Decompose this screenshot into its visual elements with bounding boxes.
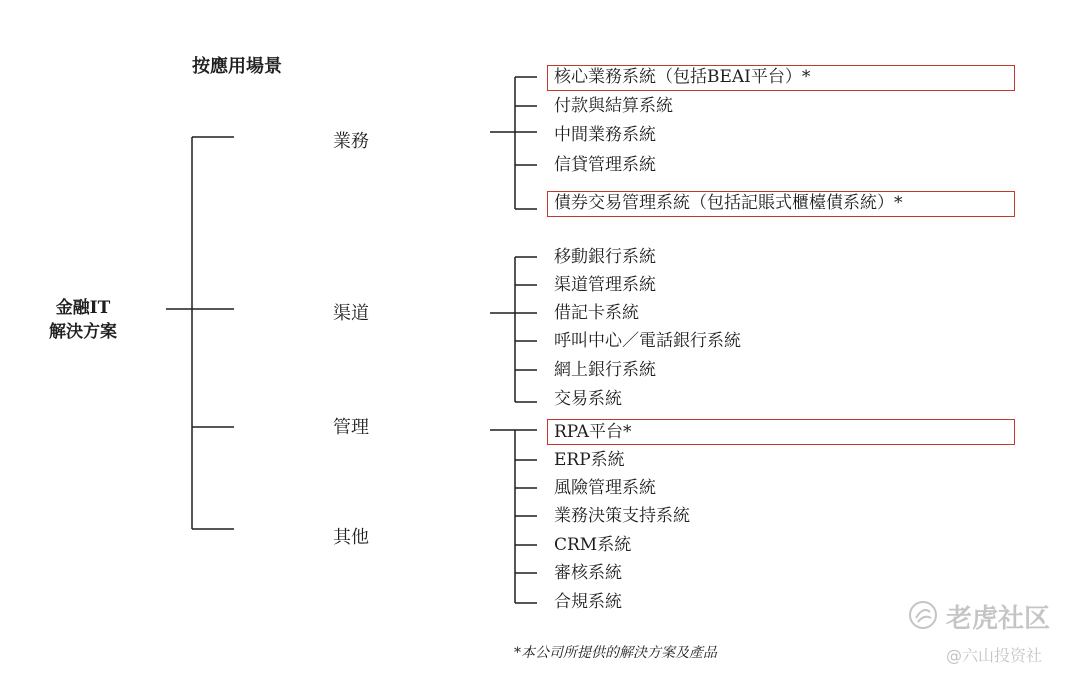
scenario-heading: 按應用場景: [192, 56, 282, 77]
system-item: 移動銀行系統: [554, 247, 656, 267]
root-line-1: 金融IT: [55, 298, 111, 318]
system-item: RPA平台*: [554, 422, 632, 442]
system-item: 中間業務系統: [554, 125, 656, 145]
system-item: 交易系統: [554, 389, 622, 409]
system-item: 呼叫中心／電話銀行系統: [554, 331, 741, 351]
system-item: 借記卡系統: [554, 303, 639, 323]
category-other: 其他: [333, 527, 369, 548]
root-node: [28, 296, 138, 344]
system-item: CRM系統: [554, 535, 632, 555]
system-item: 合規系統: [554, 592, 622, 612]
category-business: 業務: [333, 131, 369, 152]
tiger-logo-icon: [906, 598, 946, 632]
system-item: ERP系統: [554, 450, 625, 470]
system-item: 業務決策支持系統: [554, 506, 690, 526]
system-item: 風險管理系統: [554, 478, 656, 498]
system-item: 審核系統: [554, 563, 622, 583]
system-item: 債券交易管理系統（包括記賬式櫃檯債系統）*: [554, 193, 903, 213]
system-item: 網上銀行系統: [554, 360, 656, 380]
root-line-2: 解決方案: [49, 322, 117, 342]
system-item: 付款與結算系統: [554, 96, 673, 116]
category-channel: 渠道: [333, 303, 369, 324]
category-management: 管理: [333, 417, 369, 438]
system-item: 渠道管理系統: [554, 275, 656, 295]
system-item: 核心業務系統（包括BEAI平台）*: [554, 67, 811, 87]
footnote: *本公司所提供的解決方案及產品: [514, 645, 717, 661]
watermark-primary: 老虎社区: [946, 604, 1051, 634]
watermark-secondary: @六山投资社: [946, 646, 1043, 665]
system-item: 信貸管理系統: [554, 155, 656, 175]
